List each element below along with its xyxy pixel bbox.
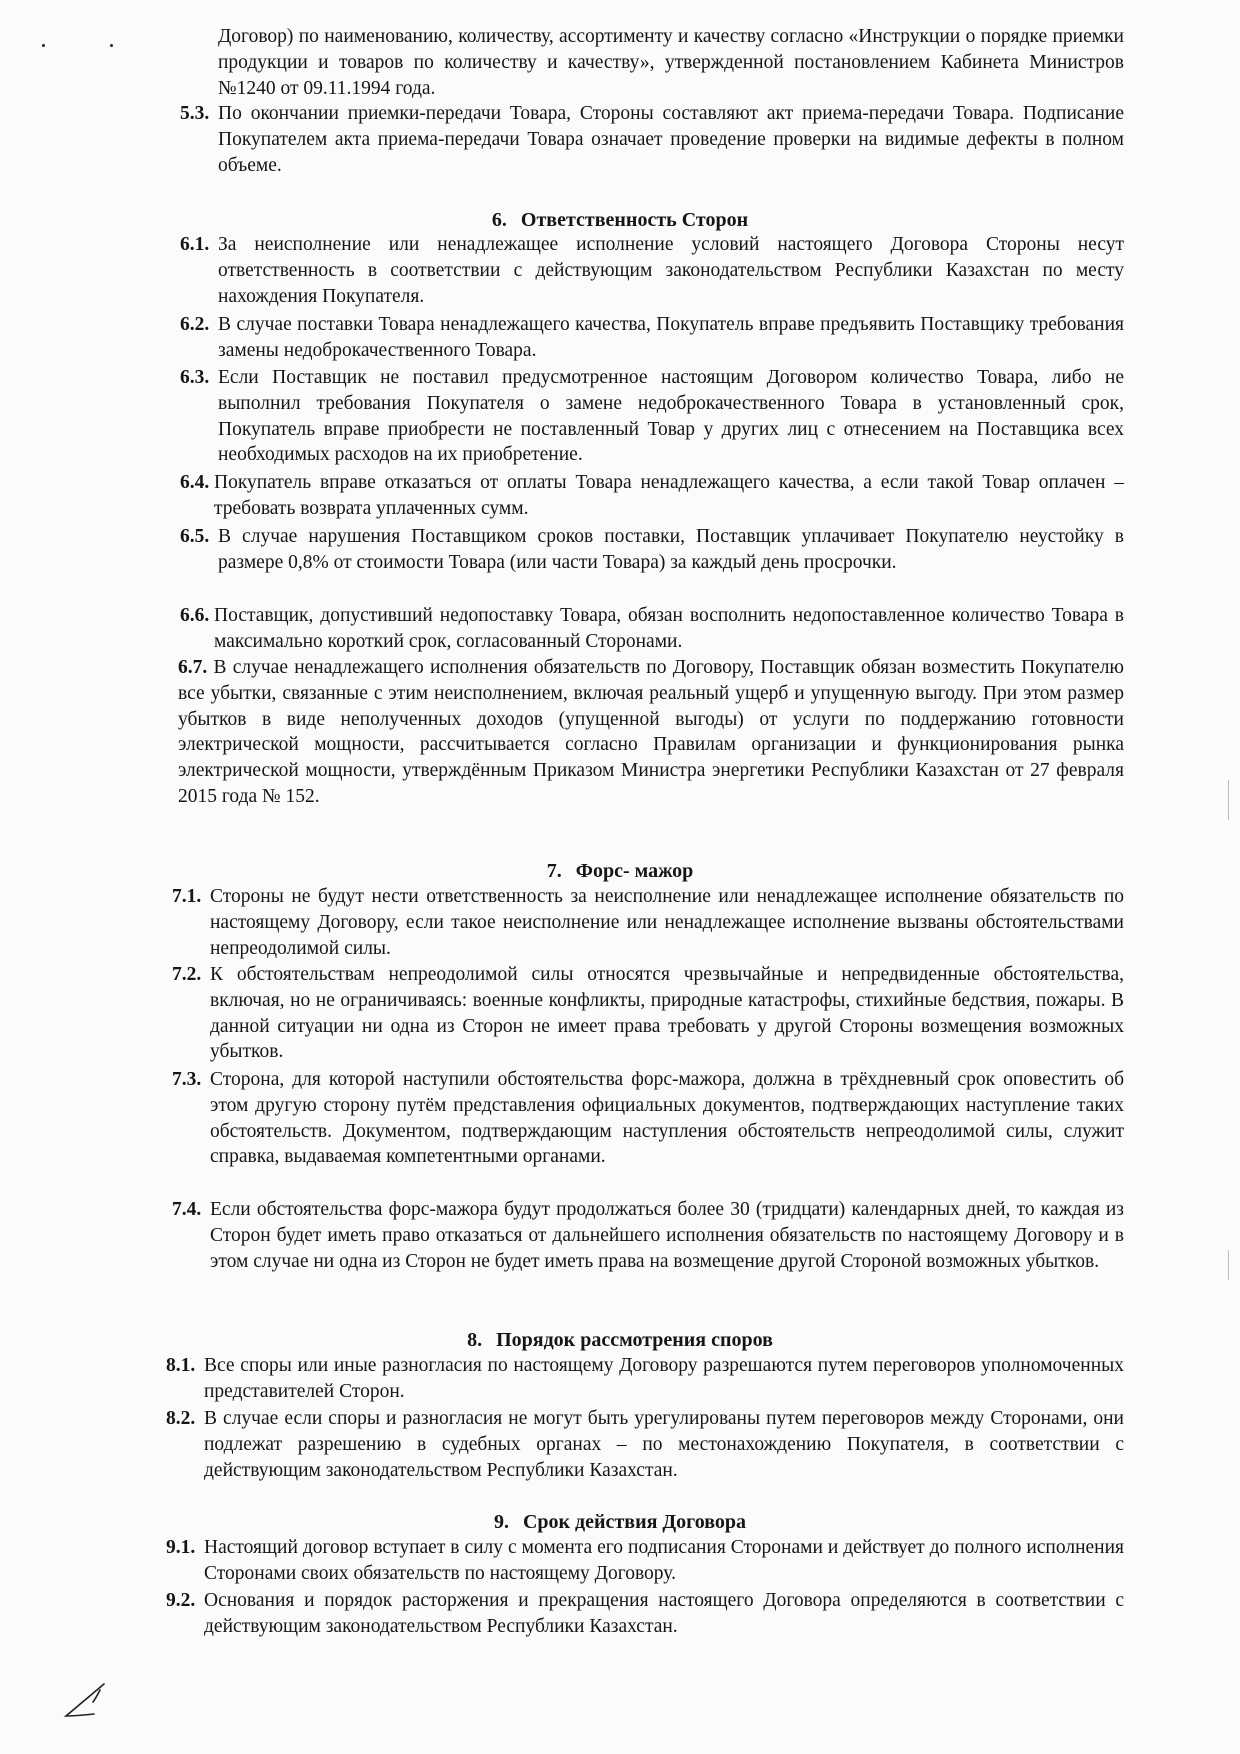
clause-text: В случае поставки Товара ненадлежащего качества, Покупатель вправе предъявить Поставщику требования замены недоброкачественного Товара. bbox=[218, 314, 1124, 361]
section-number: 8. bbox=[467, 1329, 483, 1351]
clause-number: 6.3. bbox=[180, 367, 210, 388]
clause-text: В случае если споры и разногласия не могут быть урегулированы путем переговоров между Сторонами, они подлежат разрешению в судебных органах – по местонахождению Покупателя, в соответствии с действующим законодательством Республики Казахстан. bbox=[204, 1408, 1124, 1481]
section-number: 7. bbox=[546, 860, 562, 882]
scan-edge-mark bbox=[1228, 780, 1229, 820]
clause-6-4 bbox=[180, 470, 1124, 522]
section-7-heading bbox=[0, 858, 1240, 884]
clause-text: Если Поставщик не поставил предусмотренное настоящим Договором количество Товара, либо не выполнил требования Покупателя о замене недоброкачественного Товара в установленный срок, Покупатель вправе приобрести не поставленный Товар у других лиц с отнесением на Поставщика всех необходимых расходов на их приобретение. bbox=[218, 367, 1124, 466]
clause-number: 6.7. bbox=[178, 657, 208, 678]
clause-7-2 bbox=[172, 962, 1124, 1065]
clause-number: 6.5. bbox=[180, 526, 210, 547]
clause-number: 8.2. bbox=[166, 1408, 196, 1429]
paragraph-text: Договор) по наименованию, количеству, ассортименту и качеству согласно «Инструкции о порядке приемки продукции и товаров по количеству и качеству», утвержденной постановлением Кабинета Министров №1240 от 09.11.1994 года. bbox=[218, 26, 1124, 99]
clause-number: 6.4. bbox=[180, 472, 210, 493]
section-number: 9. bbox=[493, 1511, 509, 1533]
clause-text: Сторона, для которой наступили обстоятельства форс-мажора, должна в трёхдневный срок оповестить об этом другую сторону путём представления официальных документов, подтверждающих наступление таких обстоятельств. Документом, подтверждающим наступления обстоятельств непреодолимой силы, служит справка, выдаваемая компетентными органами. bbox=[210, 1069, 1124, 1168]
scan-edge-mark bbox=[1228, 1250, 1229, 1280]
clause-7-1 bbox=[172, 884, 1124, 961]
section-9-heading bbox=[0, 1509, 1240, 1535]
clause-number: 9.1. bbox=[166, 1537, 196, 1558]
clause-7-3 bbox=[172, 1067, 1124, 1170]
clause-number: 6.6. bbox=[180, 605, 210, 626]
clause-number: 5.3. bbox=[180, 103, 210, 124]
clause-text: Стороны не будут нести ответственность за неисполнение или ненадлежащее исполнение обязательств по настоящему Договору, если такое неисполнение или ненадлежащее исполнение вызваны обстоятельствами непреодолимой силы. bbox=[210, 886, 1124, 959]
section-6-heading bbox=[0, 207, 1240, 233]
clause-text: Настоящий договор вступает в силу с момента его подписания Сторонами и действует до полного исполнения Сторонами своих обязательств по настоящему Договору. bbox=[204, 1537, 1124, 1584]
clause-number: 8.1. bbox=[166, 1355, 196, 1376]
clause-6-5 bbox=[180, 524, 1124, 576]
clause-text: Покупатель вправе отказаться от оплаты Товара ненадлежащего качества, а если такой Товар оплачен – требовать возврата уплаченных сумм. bbox=[214, 472, 1124, 519]
clause-6-2 bbox=[180, 312, 1124, 364]
clause-text: Если обстоятельства форс-мажора будут продолжаться более 30 (тридцати) календарных дней, то каждая из Сторон будет иметь право отказаться от дальнейшего исполнения обязательств по настоящему Договору и в этом случае ни одна из Сторон не будет иметь права на возмещение другой Стороной возможных убытков. bbox=[210, 1199, 1124, 1272]
clause-5-3 bbox=[180, 101, 1124, 178]
clause-7-4 bbox=[172, 1197, 1124, 1274]
clause-9-2 bbox=[166, 1588, 1124, 1640]
clause-text: За неисполнение или ненадлежащее исполнение условий настоящего Договора Стороны несут ответственность в соответствии с действующим законодательством Республики Казахстан по месту нахождения Покупателя. bbox=[218, 234, 1124, 307]
clause-9-1 bbox=[166, 1535, 1124, 1587]
scan-speck bbox=[110, 44, 113, 47]
clause-number: 6.2. bbox=[180, 314, 210, 335]
clause-text: В случае нарушения Поставщиком сроков поставки, Поставщик уплачивает Покупателю неустойку в размере 0,8% от стоимости Товара (или части Товара) за каждый день просрочки. bbox=[218, 526, 1124, 573]
section-number: 6. bbox=[491, 209, 507, 231]
clause-text: По окончании приемки-передачи Товара, Стороны составляют акт приема-передачи Товара. Подписание Покупателем акта приема-передачи Товара означает проведение проверки на видимые дефекты в полном объеме. bbox=[218, 103, 1124, 176]
clause-number: 7.1. bbox=[172, 886, 202, 907]
section-title: Ответственность Сторон bbox=[520, 209, 749, 231]
clause-6-6 bbox=[180, 603, 1124, 655]
clause-text: К обстоятельствам непреодолимой силы относятся чрезвычайные и непредвиденные обстоятельства, включая, но не ограничиваясь: военные конфликты, природные катастрофы, стихийные бедствия, пожары. В данной ситуации ни одна из Сторон не имеет права требовать у другой Стороны возмещения возможных убытков. bbox=[210, 964, 1124, 1063]
section-title: Срок действия Договора bbox=[522, 1511, 747, 1533]
section-8-heading bbox=[0, 1327, 1240, 1353]
clause-number: 9.2. bbox=[166, 1590, 196, 1611]
clause-text: В случае ненадлежащего исполнения обязательств по Договору, Поставщик обязан возместить Покупателю все убытки, связанные с этим неисполнением, включая реальный ущерб и упущенную выгоду. При этом размер убытков в виде неполученных доходов (упущенной выгоды) от услуги по поддержанию готовности электрической мощности, рассчитывается согласно Правилам организации и функционирования рынка электрической мощности, утверждённым Приказом Министра энергетики Республики Казахстан от 27 февраля 2015 года № 152. bbox=[178, 657, 1124, 807]
clause-text: Основания и порядок расторжения и прекращения настоящего Договора определяются в соответствии с действующим законодательством Республики Казахстан. bbox=[204, 1590, 1124, 1637]
clause-number: 7.4. bbox=[172, 1199, 202, 1220]
scan-speck bbox=[42, 44, 45, 47]
clause-text: Все споры или иные разногласия по настоящему Договору разрешаются путем переговоров уполномоченных представителей Сторон. bbox=[204, 1355, 1124, 1402]
section-title: Порядок рассмотрения споров bbox=[496, 1329, 773, 1351]
clause-text: Поставщик, допустивший недопоставку Товара, обязан восполнить недопоставленное количество Товара в максимально короткий срок, согласованный Сторонами. bbox=[214, 605, 1124, 652]
clause-6-3 bbox=[180, 365, 1124, 468]
clause-6-7 bbox=[178, 655, 1124, 810]
clause-number: 7.2. bbox=[172, 964, 202, 985]
clause-8-2 bbox=[166, 1406, 1124, 1483]
clause-6-1 bbox=[180, 232, 1124, 309]
handwritten-initial-mark bbox=[60, 1680, 110, 1722]
clause-number: 6.1. bbox=[180, 234, 210, 255]
clause-number: 7.3. bbox=[172, 1069, 202, 1090]
section-title: Форс- мажор bbox=[575, 860, 694, 882]
clause-8-1 bbox=[166, 1353, 1124, 1405]
intro-paragraph bbox=[218, 24, 1124, 101]
